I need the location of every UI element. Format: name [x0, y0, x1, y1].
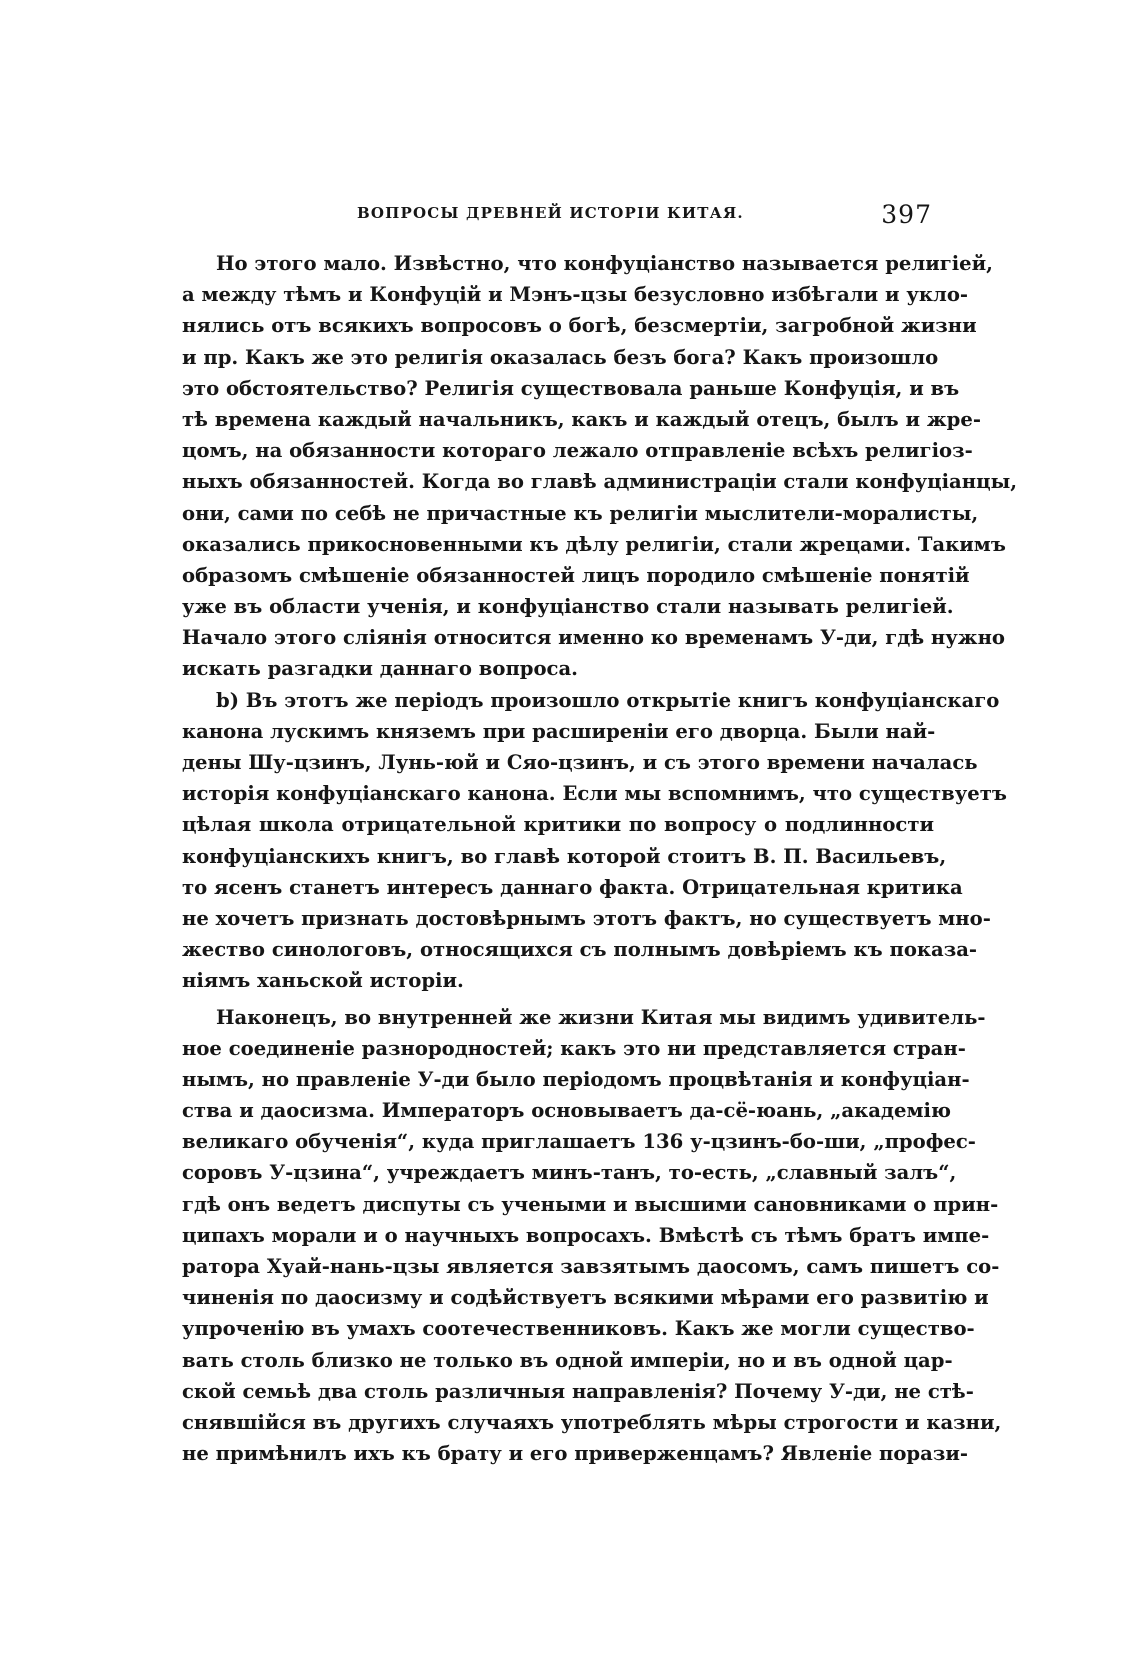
text-line: не примѣнилъ ихъ къ брату и его приверженцамъ? Явленіе порази-: [182, 1442, 968, 1466]
page-header: [357, 200, 932, 234]
text-line: тѣ времена каждый начальникъ, какъ и каждый отецъ, былъ и жре-: [182, 407, 981, 431]
text-line: конфуціанскихъ книгъ, во главѣ которой стоитъ В. П. Васильевъ,: [182, 844, 947, 868]
text-line: ципахъ морали и о научныхъ вопросахъ. Вмѣстѣ съ тѣмъ братъ импе-: [182, 1223, 990, 1247]
text-line: вать столь близко не только въ одной имперіи, но и въ одной цар-: [182, 1348, 953, 1372]
text-line: ства и даосизма. Императоръ основываетъ да-сё-юань, „академію: [182, 1099, 952, 1123]
text-line: оказались прикосновенными къ дѣлу религіи, стали жрецами. Такимъ: [182, 532, 1006, 556]
text-line: не хочетъ признать достовѣрнымъ этотъ фактъ, но существуетъ мно-: [182, 906, 991, 930]
text-line: снявшійся въ другихъ случаяхъ употреблять мѣры строгости и казни,: [182, 1410, 1002, 1434]
paragraph-inner-life: [182, 1002, 1002, 1470]
text-line: Наконецъ, во внутренней же жизни Китая мы видимъ удивитель-: [216, 1005, 986, 1029]
body-text: [182, 248, 1018, 1469]
text-line: это обстоятельство? Религія существовала раньше Конфуція, и въ: [182, 376, 960, 400]
text-line: ской семьѣ два столь различныя направленія? Почему У-ди, не стѣ-: [182, 1379, 974, 1403]
text-line: цѣлая школа отрицательной критики по вопросу о подлинности: [182, 813, 934, 837]
text-line: упроченію въ умахъ соотечественниковъ. Какъ же могли существо-: [182, 1317, 975, 1341]
text-line: образомъ смѣшеніе обязанностей лицъ породило смѣшеніе понятій: [182, 563, 970, 587]
text-line: великаго обученія“, куда приглашаетъ 136 у-цзинъ-бо-ши, „профес-: [182, 1130, 976, 1154]
text-line: нымъ, но правленіе У-ди было періодомъ процвѣтанія и конфуціан-: [182, 1067, 970, 1091]
paragraph-konfucianstvo: [182, 248, 1018, 685]
text-line: чиненія по даосизму и содѣйствуетъ всякими мѣрами его развитію и: [182, 1286, 989, 1310]
text-line: канона лускимъ княземъ при расширеніи его дворца. Были най-: [182, 719, 936, 743]
text-line: соровъ У-цзина“, учреждаетъ минъ-танъ, то-есть, „славный залъ“,: [182, 1161, 957, 1185]
text-line: ніямъ ханьской исторіи.: [182, 969, 464, 993]
text-line: исторія конфуціанскаго канона. Если мы вспомнимъ, что существуетъ: [182, 782, 1007, 806]
text-line: b) Въ этотъ же періодъ произошло открытіе книгъ конфуціанскаго: [216, 688, 1000, 712]
text-line: ное соединеніе разнородностей; какъ это ни представляется стран-: [182, 1036, 966, 1060]
text-line: Но этого мало. Извѣстно, что конфуціанство называется религіей,: [216, 252, 994, 275]
text-line: гдѣ онъ ведетъ диспуты съ учеными и высшими сановниками о прин-: [182, 1192, 999, 1216]
text-line: жество синологовъ, относящихся съ полнымъ довѣріемъ къ показа-: [182, 938, 978, 962]
text-line: они, сами по себѣ не причастные къ религіи мыслители-моралисты,: [182, 501, 979, 525]
running-title: ВОПРОСЫ ДРЕВНЕЙ ИСТОРІИ КИТАЯ.: [357, 204, 744, 222]
page-number: 397: [881, 200, 932, 229]
text-line: уже въ области ученія, и конфуціанство стали называть религіей.: [182, 595, 954, 619]
paragraph-canon-discovery: [182, 685, 1007, 997]
text-line: Начало этого сліянія относится именно ко временамъ У-ди, гдѣ нужно: [182, 626, 1006, 650]
text-line: и пр. Какъ же это религія оказалась безъ бога? Какъ произошло: [182, 345, 939, 369]
text-line: искать разгадки даннаго вопроса.: [182, 657, 579, 681]
text-line: цомъ, на обязанности котораго лежало отправленіе всѣхъ религіоз-: [182, 439, 973, 463]
text-line: то ясенъ станетъ интересъ даннаго факта. Отрицательная критика: [182, 875, 963, 899]
text-line: а между тѣмъ и Конфуцій и Мэнъ-цзы безусловно избѣгали и укло-: [182, 283, 969, 307]
text-line: нялись отъ всякихъ вопросовъ о богѣ, безсмертіи, загробной жизни: [182, 314, 977, 338]
text-line: дены Шу-цзинъ, Лунь-юй и Сяо-цзинъ, и съ этого времени началась: [182, 751, 978, 774]
text-line: ныхъ обязанностей. Когда во главѣ администраціи стали конфуціанцы,: [182, 470, 1018, 494]
text-line: ратора Хуай-нань-цзы является завзятымъ даосомъ, самъ пишетъ со-: [182, 1255, 1000, 1278]
